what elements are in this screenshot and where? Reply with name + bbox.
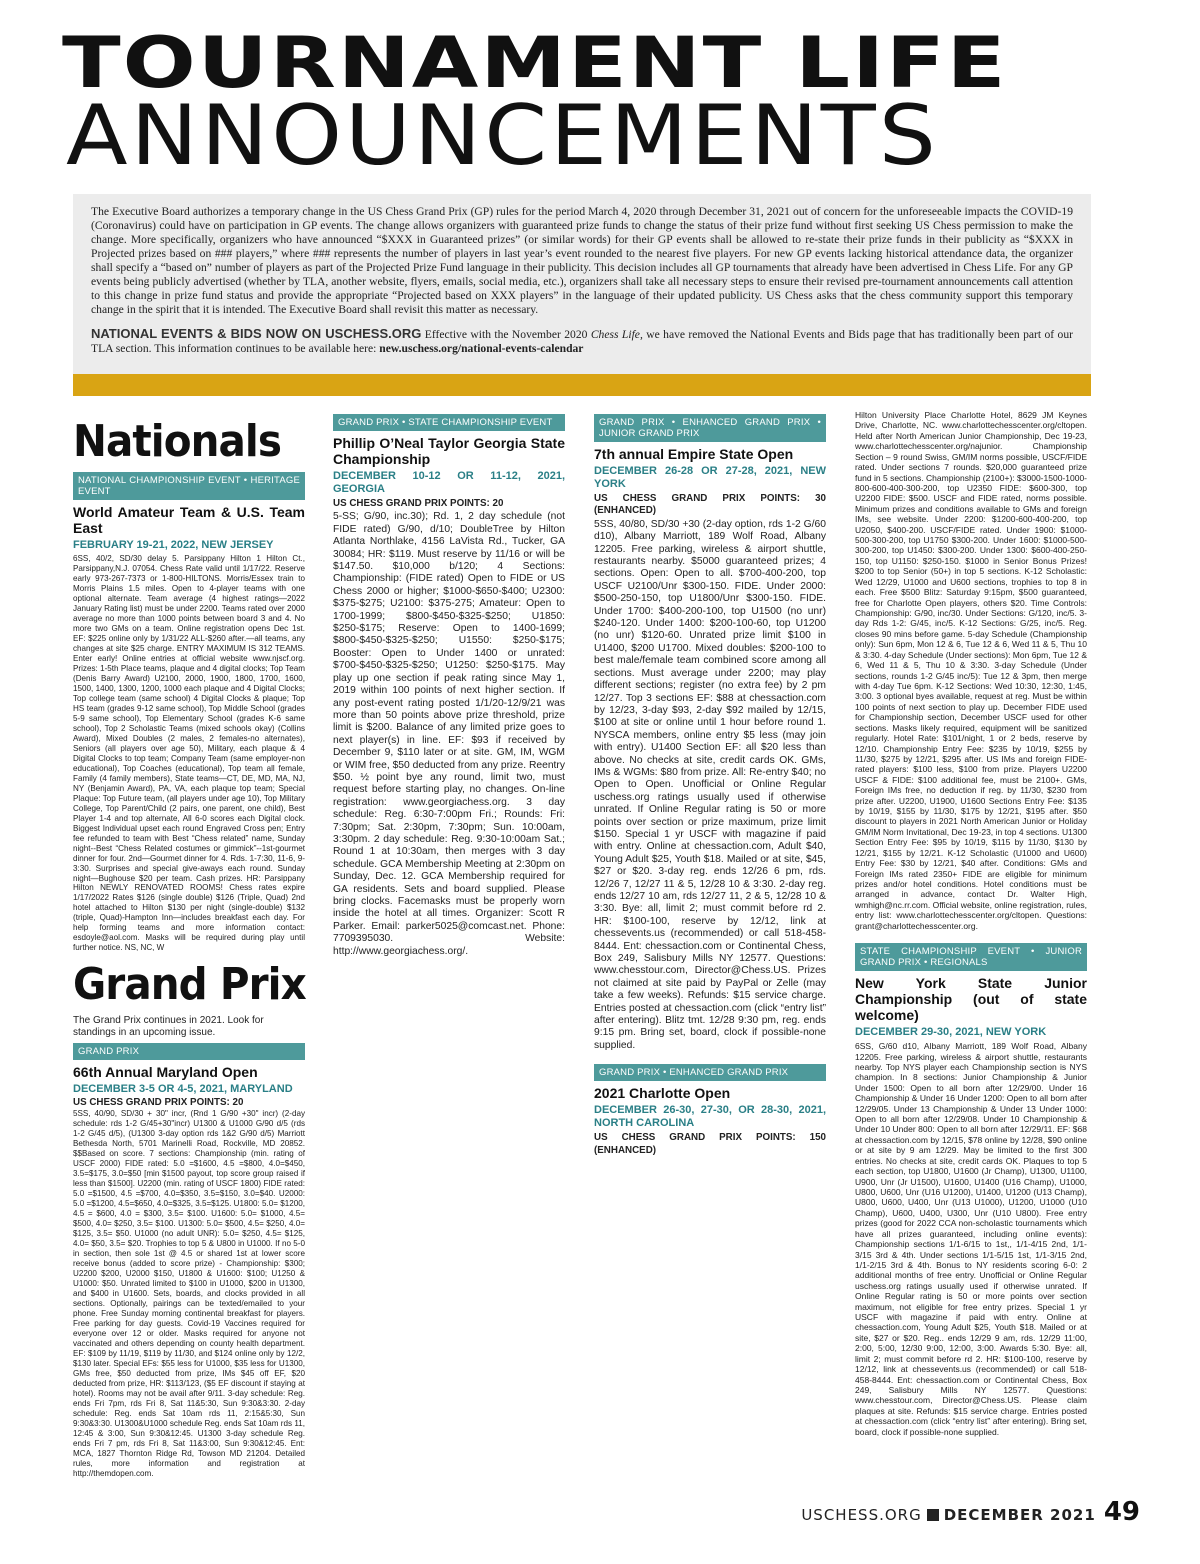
event-tag: NATIONAL CHAMPIONSHIP EVENT • HERITAGE EVENT [73,472,305,500]
event-title: Phillip O’Neal Taylor Georgia State Championship [333,435,565,467]
event-title: 7th annual Empire State Open [594,446,794,462]
event-date: DECEMBER 29-30, 2021, NEW YORK [855,1026,1047,1039]
event-date: DECEMBER 26-30, 27-30, OR 28-30, 2021, NORTH CAROLINA [594,1104,826,1130]
notice-body: The Executive Board authorizes a temporary change in the US Chess Grand Prix (GP) rules for the period March 4, 2020 through December 31, 2021 out of concern for the unforeseeable impacts the COVID-19 (Coronavirus) could have on participation in GP events. The change allows organizers with guaranteed prize funds to change the status of their prize fund without first seeking US Chess permission to make the change. More specifically, organizers who have announced “$XXX in Guaranteed prizes” (or similar words) for their GP events shall be allowed to re-state their prize funds in their publicity as “$XXX in Projected prizes based on ### players,” where ### represents the number of players in last year’s event rounded to the nearest five players. For new GP events lacking historical attendance data, the organizer shall specify a “based on” number of players as part of the Projected Prize Fund language in their publicity. This decision includes all GP tournaments that already have been advertised in Chess Life. For any GP events being publicly advertised (whether by TLA, another website, flyers, emails, social media, etc.), organizers shall take all necessary steps to ensure their revised pre-tournament announcements call attention to this change in prize fund status and provide the appropriate “Projected based on XXX players” in the language of their updated publicity. US Chess asks that the chess community support this temporary change in the spirit that it is intended. The Executive Board shall revisit this matter as necessary. [91,205,1073,316]
event-details: 5SS, 40/80, SD/30 +30 (2-day option, rds 1-2 G/60 d10), Albany Marriott, 189 Wolf Road, Albany 12205. Free parking, wireless & airport shuttle, restaurants nearby. $5000 guaranteed prizes; 4 sections. Open: Open to all. $700-400-200, top USCF U2100/Unr $300-150. FIDE. Under 2000: $500-250-150, top U1800/Unr $300-150. FIDE. Under 1700: $400-200-100, top U1500 (no unr) $240-120. Under 1400: $200-100-60, top U1200 (no unr) $120-60. Unrated prize limit $100 in U1400, $200 U1700. Mixed doubles: $200-100 to best male/female team combined score among all sections. Must average under 2200; may play different sections; register (no extra fee) by 2 pm 12/27. Top 3 sections EF: $88 at chessaction.com by 12/23, 3-day $93, 2-day $92 mailed by 12/15, $100 at site or online until 1 hour before round 1. NYSCA members, online entry $5 less (may join with entry). U1400 Section EF: all $20 less than above. No checks at site, credit cards OK. GMs, IMs & WGMs: $80 from prize. All: Re-entry $40; no Open to Open. Unofficial or Online Regular uschess.org ratings usually used if otherwise unrated. If Online Regular rating is 50 or more points over section or prize maximum, prize limit $150. Special 1 yr USCF with magazine if paid with entry. Online at chessaction.com, Adult $40, Young Adult $25, Youth $18. Mailed or at site, $45, $27 or $20. 3-day reg. ends 12/26 6 pm, rds. 12/26 7, 12/27 11 & 5, 12/28 10 & 3:30. 2-day reg. ends 12/27 10 am, rds 12/27 11, 2 & 5, 12/28 10 & 3:30. Bye: all, limit 2; must commit before rd 2. HR: $100-100, reserve by 12/12, link at chessevents.us (recommended) or call 518-458-8444. Ent: chessaction.com or Continental Chess, Box 249, Salisbury Mills NY 12577. Questions: www.chesstour.com, Director@Chess.US. Prizes not claimed at site paid by PayPal or Zelle (may take a few weeks). Refunds: $15 service charge. Entries posted at chessaction.com (click “entry list” after entering). Blitz tmt. 12/28 9:30 pm, reg. ends 9:15 pm. Bring set, board, clock if possible-none supplied. [594,518,826,1051]
event-gp-points: US CHESS GRAND PRIX POINTS: 20 [73,1097,244,1109]
event-title: World Amateur Team & U.S. Team East [73,504,305,536]
event-date: DECEMBER 26-28 OR 27-28, 2021, NEW YORK [594,465,826,490]
footer-issue: DECEMBER 2021 [943,1506,1096,1524]
national-events-text: Effective with the November 2020 [424,328,588,341]
event-details: 5-SS; G/90, inc.30); Rd. 1, 2 day schedule (not FIDE rated) G/90, d/10; DoubleTree by Hilton Atlanta Northlake, 4156 LaVista Rd., Tucker, GA 30084; HR: $119. Must reserve by 11/16 or will be $147.50. $10,000 b/120; 4 Sections: Championship: (FIDE rated) Open to FIDE or US Chess 2000 or higher; $1000-$650-$400; U2300: $375-$275; U2100: $375-275; Amateur: Open to 1700-1999; $800-$450-$325-$250; U1850: $250-$175; Reserve: Open to 1400-1699; $800-$450-$325-$250; U1550: $250-$175; Booster: Open to Under 1400 or unrated: $700-$450-$325-$250; U1250: $250-$175. May play up one section if peak rating since May 1, 2019 within 100 points of next higher section. If any post-event rating posted 1/1/20-12/9/21 was more than 50 points above prize threshold, prize limit is $200. Balance of any limited prize goes to next player(s) in line. EF: $93 if received by December 9, $110 later or at site. GM, IM, WGM or WIM free, $50 deducted from any prize. Reentry $50. ½ point bye any round, limit two, must request before starting play, no changes. On-line registration: www.georgiachess.org. 3 day schedule: Reg. 6:30-7:00pm Fri.; Rounds: Fri: 7:30pm; Sat. 2:30pm, 7:30pm; Sun. 10:00am, 3:30pm. 2 day schedule: Reg. 9:30-10:00am Sat.; Round 1 at 10:30am, then merges with 3 day schedule. GCA Membership Meeting at 2:30pm on Sunday, Dec. 12. GCA Membership required for GA residents. Sets and board supplied. Please bring clocks. Facemasks must be properly worn inside the hotel at all times. Organizer: Scott R Parker. Email: parker5025@comcast.net. Phone: 7709395030. Website: http://www.georgiachess.org/. [333,511,565,957]
page-number: 49 [1103,1497,1140,1527]
accent-divider-bar [73,374,1091,396]
event-gp-points: US CHESS GRAND PRIX POINTS: 20 [333,498,504,509]
event-gp-points: US CHESS GRAND PRIX POINTS: 30 (ENHANCED) [594,493,826,517]
event-tag: GRAND PRIX • ENHANCED GRAND PRIX • JUNIOR GRAND PRIX [594,414,826,442]
national-events-note [91,327,1073,356]
page-title-line1: TOURNAMENT LIFE [62,22,1008,105]
event-details: 6SS, 40/2, SD/30 delay 5. Parsippany Hilton 1 Hilton Ct., Parsippany,N.J. 07054. Chess Rate valid until 1/17/22. Reserve early 973-267-7373 or 1-800-HILTONS. Morris/Essex train to Morris Plains 1.5 miles. Open to 4-player teams with one optional alternate. Team average (4 highest ratings—2022 January Rating list) must be under 2200. Teams rated over 2000 average no more than 1000 points between board 3 and 4. No more two GMs on a team. Online registration opens Dec 1st. EF: $225 online only by 1/31/22 ALL-$260 after.—all teams, any changes at site $25 charge. ENTRY MAXIMUM IS 312 TEAMS. Enter early! Online entries at official website www.njscf.org. Prizes: 1-5th Place teams, plaque and 4 digital clocks; Top Team (Denis Barry Award) U2100, 2000, 1900, 1800, 1700, 1600, 1500, 1400, 1300, 1200, 1000 each plaque and 4 Digital Clocks; Top college team (same school) 4 Digital Clocks & plaque; Top HS team (grades 9-12 same school), Top Middle School (grades 5-9 same school), Top Elementary School (grades K-6 same school), Top 2 Scholastic Teams (mixed schools okay) (Collins Award), Mixed Doubles (2 males, 2 females-no alternates), Seniors (all players over age 50), Military, each plaque & 4 Digital Clocks to top team; Company Team (same employer-non educational), Top Coaches (educational), Top team all female, Family (4 family members), State teams—CT, DE, MD, MA, NJ, NY (Benjamin Award), PA, VA, each plaque top team; Special Plaque: Top Future team, (all players under age 10), Top Military College, Top Parent/Child (2 pairs, one parent, one child), Best Player 1-4 and top alternate, All 6-0 scores each Digital clock. Biggest Individual upset each round Engraved Cross pen; Entry fee refunded to team with Best “Chess related” name, Sunday night--Best “Chess Related costumes or gimmick”--1st-gourmet dinner for four. 2nd—Gourmet dinner for 4. Rds. 1-7:30, 11-6, 9-3:30. Surprises and special give-aways each round. Sunday night—Bughouse $20 per team. Cash prizes. HR: Parsippany Hilton NEWLY RENOVATED ROOMS! Chess rates expire 1/17/2022 Rates $126 (single double) $126 (Triple, Quad) 2nd hotel attached to Hilton $130 per night (single-double) $132 (triple, Quad)-Hampton Inn—includes breakfast each day. For help forming teams and more information contact: esdoyle@aol.com. Masks will be required during play until further notice. NS, NC, W [73,554,305,953]
executive-board-notice [73,194,1091,374]
event-title: 66th Annual Maryland Open [73,1064,258,1081]
event-date: DECEMBER 10-12 OR 11-12, 2021, GEORGIA [333,470,565,495]
event-gp-points: US CHESS GRAND PRIX POINTS: 150 (ENHANCED) [594,1132,826,1156]
event-date: DECEMBER 3-5 OR 4-5, 2021, MARYLAND [73,1083,293,1096]
footer-site: USCHESS.ORG [801,1506,922,1524]
event-tag: GRAND PRIX [73,1043,305,1060]
event-tag: GRAND PRIX • STATE CHAMPIONSHIP EVENT [333,414,565,431]
national-events-italic: Chess Life, [590,328,643,341]
event-details: Hilton University Place Charlotte Hotel, 8629 JM Keynes Drive, Charlotte, NC. www.charlottechesscenter.org/cltopen. Held after North American Junior Championship, Dec 19-23, www.charlottechesscenter.org/najunior. Championship Section – 9 round Swiss, GM/IM norms possible, USCF/FIDE rated. Under sections 7 rounds. $20,000 guaranteed prize fund in 5 sections. Championship (2100+): $3000-1500-1000-800-600-400-300-200, top U2350 FIDE: $600-300, top U2200 FIDE: $500. USCF and FIDE rated, norms possible. Minimum prizes and conditions available to GMs and foreign IMs, see website. Under 2200: $1200-600-400-200, top U2050, $400-200. USCF/FIDE rated. Under 1900: $1000-500-300-200, top U1750 $300-200. Under 1600: $1000-500-300-200, top U1450: $300-200. Under 1300: $600-400-250-150, top U1150: $250-150. $1000 in Senior Bonus Prizes! $200 to top Senior (50+) in top 5 sections. K-12 Scholastic: Wed 12/29, U1000 and U600 sections, trophies to top 8 in each. Free $500 Blitz: Saturday 9:15pm, $500 guaranteed, free for Charlotte Open players, others $20. Time Controls: Championship: G/90, inc/30. Under Sections: G/120, inc/5. 3-day Rds 1-2: G/45, inc/5. K-12 Sections: G/25, inc/5. Reg. closes 90 mins before game. 5-day Schedule (Championship only): Sun 6pm, Mon 12 & 6, Tue 12 & 6, Wed 11 & 5, Thu 10 & 3:30. 4-day Schedule (Under sections): Mon 6pm, Tue 12 & 6, Wed 11 & 5, Thu 10 & 3:30. 3-day Schedule (Under sections, rounds 1-2 G/45 inc/5): Tue 12 & 3pm, then merge with 4-day Tue 6pm. K-12 Sections: Wed 10:30, 12:30, 1:45, 3:00. 3 optional byes available, request at reg. Must be within 100 points of next section to play up. December FIDE used for Championship section, December USCF used for other sections. Masks likely required, equipment will be sanitized regularly. Hotel Rate: $101/night, 1 or 2 beds, reserve by 12/10. Championship Entry Fee: $235 by 10/19, $255 by 11/30, $275 by 12/21, $295 after. US IMs and foreign FIDE-rated players: $100 less, $100 from prize. Players U2200 USCF & FIDE: $100 additional fee, must be 2100+. GMs, Foreign IMs free, no deduction if reg. by 11/30, $230 from prize after. U2200, U1900, U1600 Sections Entry Fee: $135 by 10/19, $155 by 11/30, $175 by 12/21, $195 after. $50 discount to players in 2021 North American Junior or Holiday GM/IM Norm Invitational, Dec 19-23, in top 4 sections. U1300 Section Entry Fee: $95 by 10/19, $115 by 11/30, $130 by 12/21, $155 by 12/21. K-12 Scholastic (U1000 and U600) Entry Fee: $30 by 12/21, $40 after. Conditions: GMs and Foreign IMs rated 2350+ FIDE are eligible for minimum prizes and/or hotel conditions. Hotel conditions must be arranged in advance, contact Dr. Walter High, wmhigh@nc.rr.com. Official website, online registration, rules, entry list: www.charlottechesscenter.org/cltopen. Questions: grant@charlottechesscenter.org. [855,410,1087,931]
national-events-text2: we have removed the National Events and Bids page that has traditionally been part of our TLA section. This information continues to be available here: [91,328,1074,355]
footer-square-icon [927,1509,939,1521]
event-title: New York State Junior Championship (out of state welcome) [855,975,1087,1024]
column-4 [855,410,1087,1437]
event-tag: STATE CHAMPIONSHIP EVENT • JUNIOR GRAND PRIX • REGIONALS [855,943,1087,971]
grand-prix-intro: The Grand Prix continues in 2021. Look for standings in an upcoming issue. [73,1015,264,1039]
section-heading-grand-prix: Grand Prix [73,959,306,1011]
event-title: 2021 Charlotte Open [594,1085,731,1102]
column-1 [73,410,305,1479]
event-details: 5SS, 40/90, SD/30 + 30" incr, (Rnd 1 G/90 +30" incr) (2-day schedule: rds 1-2 G/45+30"incr) U1300 & U1000 G/90 d/5 (rds 1-2 G/45 d/5), (U1300 3-day option rds 1&2 G/90 d/5) Marriott Bethesda North, 5701 Marinelli Road, Rockville, MD 20852. $$Based on score. 7 sections: Championship (min. rating of USCF 2000) FIDE rated: 5.0 =$1600, 4.5 =$800, 4.0=$450, 3.5=$175, 3.0=$50 [min $1500 payout, top score group raised if less than $1500]. U2200 (min. rating of USCF 1800) FIDE rated: 5.0 =$1500, 4.5 =$700, 4.0=$350, 3.5=$150, 3.0=$40. U2000: 5.0 =$1200, 4.5=$650, 4.0=$325, 3.5=$125. U1800: 5.0= $1200, 4.5 = $600, 4.0 = $300, 3.5= $100. U1600: 5.0= $1000, 4.5= $500, 4.0= $250, 3.5= $100. U1300: 5.0= $500, 4.5= $250, 4.0= $125, 3.5= $50. U1000 (no adult UNR): 5.0= $250, 4.5= $125, 4.0= $50, 3.5= $20. Trophies to top 5 & U800 in U1000. If no 5-0 in section, then sole 1st @ 4.5 or shared 1st at lower score receive bonus (added to score prize) - Championship: $300; U2200 $200, U2000 $150, U1800 & U1600: $100; U1250 & U1000: $50. Unrated limited to $100 in U1000, $200 in U1300, and $400 in U1600. Sets, boards, and clocks provided in all sections. Optionally, pairings can be texted/emailed to your phone. Free Sunday morning continental breakfast for players. Free parking for day guests. Covid-19 Vaccines required for everyone over 12 or older. Masks required for anyone not vaccinated and others depending on county health department. EF: $109 by 11/19, $119 by 11/30, and $124 online only by 12/2, $130 later. Special EFs: $55 less for U1000, $35 less for U1300, GMs free, $50 deducted from prize, IMs $45 off EF, $20 deducted from prize, HR: $113/123, ($5 EF discount if staying at hotel). Rooms may not be avail after 9/11. 3-day schedule: Reg. ends Fri 7pm, rds Fri 8, Sat 11&5:30, Sun 9:30&3:30. 2-day schedule: Reg. ends Sat 10am rds 11, 2:15&5:30, Sun 9:30&3:30. U1300&U1000 schedule Reg. ends Sat 10am rds 11, 12:45 & 3:00, Sun 9:30&12:45. U1300 3-day schedule Reg. ends Fri 7 pm, rds Fri 8, Sat 11&3:00, Sun 9:30&12:45. Ent: MCA, 1827 Thornton Ridge Rd, Towson MD 21204. Detailed rules, more information and registration at http://themdopen.com. [73,1109,306,1478]
column-3 [594,410,826,1158]
page-footer [801,1497,1140,1527]
national-events-heading: NATIONAL EVENTS & BIDS NOW ON USCHESS.ORG [91,326,422,341]
national-events-link[interactable]: new.uschess.org/national-events-calendar [379,342,584,355]
column-2 [333,410,565,958]
event-tag: GRAND PRIX • ENHANCED GRAND PRIX [594,1064,826,1081]
section-heading-nationals: Nationals [73,416,282,467]
event-date: FEBRUARY 19-21, 2022, NEW JERSEY [73,539,274,551]
event-details: 6SS, G/60 d10, Albany Marriott, 189 Wolf Road, Albany 12205. Free parking, wireless & airport shuttle, restaurants nearby. Top NYS player each Championship section is NYS champion. In 8 sections: Junior Championship & Junior Under 1500: Open to all born after 12/29/00. Under 16 Championship & Under 16 Under 1200: Open to all born after 12/29/05. Under 13 Championship & Under 13 Under 1000: Open to all born after 12/29/08. Under 10 Championship & Under 10 Under 800: Open to all born after 12/29/11. EF: $68 at chessaction.com by 12/15, $78 online by 12/28, $90 online or at site by 9 am 12/29. May be limited to the first 300 entries. No checks at site, credit cards OK. Plaques to top 5 each section, top U1800, U1600 (Jr Champ), U1300, U1100, U900, Unr (Jr U1500), U1600, U1400 (U16 Champ), U1000, U800, U600, Unr (U16 U1200), U1400, U1200 (U13 Champ), U800, U600, U400, Unr (U13 U1000), U1200, U1000 (U10 Champ), U600, U400, U300, Unr (U10 U800). Free entry prizes (good for 2022 CCA non-scholastic tournaments which have all prizes guaranteed, including online events): Championship sections 1/1-6/15 to 1st,, 1/1-4/15 2nd, 1/1-3/15 3rd & 4th. Under sections 1/1-5/15 1st, 1/1-3/15 2nd, 1/1-2/15 3rd & 4th. Bonus to NY residents scoring 6-0: 2 additional months of free entry. Unofficial or Online Regular uschess.org ratings usually used if otherwise unrated. If Online Regular rating is 50 or more points over section maximum, not eligible for free entry prizes. Special 1 yr USCF with magazine if paid with entry. Online at chessaction.com, Young Adult $25, Youth $18. Mailed or at site, $27 or $20. Reg.. ends 12/29 9 am, rds. 12/29 11:00, 2:00, 5:00, 12/30 9:00, 12:00, 3:00. Awards 5:30. Bye: all, limit 2; must commit before rd 2. HR: $100-100, reserve by 12/12, link at chessevents.us (recommended) or call 518-458-8444. Ent: chessaction.com or Continental Chess, Box 249, Salisbury Mills NY 12577. Questions: www.chesstour.com, Director@Chess.US. Please claim plaques at site. Refunds: $15 service charge. Entries posted at chessaction.com (click “entry list” after entering). Bring set, board, clock if possible-none supplied. [855,1041,1087,1437]
page-title-line2: ANNOUNCEMENTS [66,87,939,185]
